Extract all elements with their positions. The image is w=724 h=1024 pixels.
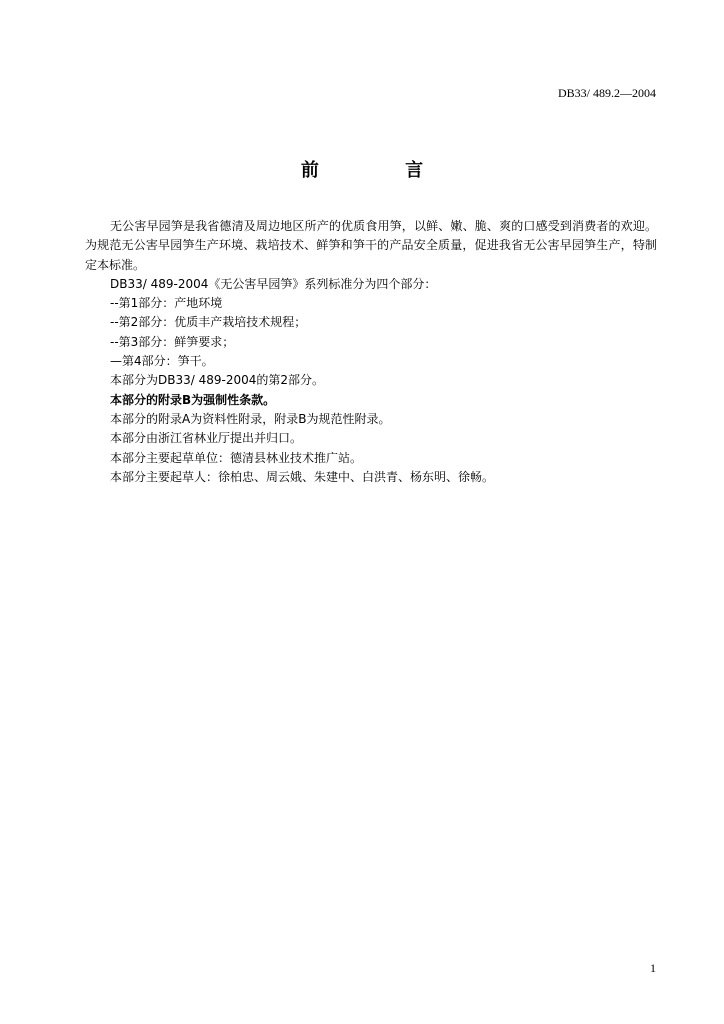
statement-part-number: 本部分为DB33/ 489-2004的第2部分。 [110,373,325,388]
page-number: 1 [650,961,656,975]
statement-appendix-types: 本部分的附录A为资料性附录，附录B为规范性附录。 [110,411,391,426]
standard-code: DB33/ 489.2—2004 [557,86,656,100]
part-item-1: --第1部分：产地环境 [110,296,223,311]
intro-paragraph: 无公害早园笋是我省德清及周边地区所产的优质食用笋，以鲜、嫩、脆、爽的口感受到消费者的欢迎。为规范无公害早园笋生产环境、栽培技术、鲜笋和笋干的产品安全质量，促进我省无公害早园笋生产，特制定本标准。 [85,219,657,272]
part-item-2: --第2部分：优质丰产栽培技术规程； [110,315,307,330]
statement-drafters: 本部分主要起草人：徐柏忠、周云娥、朱建中、白洪青、杨东明、徐畅。 [110,469,495,484]
part-item-3: --第3部分：鲜笋要求； [110,334,235,349]
statement-proposer: 本部分由浙江省林业厅提出并归口。 [110,431,303,446]
series-line: DB33/ 489-2004《无公害早园笋》系列标准分为四个部分： [110,276,437,291]
page-title: 前 言 [300,160,464,181]
statement-drafting-unit: 本部分主要起草单位：德清县林业技术推广站。 [110,450,363,465]
part-item-4: —第4部分：笋干。 [110,354,214,369]
statement-mandatory-clause: 本部分的附录B为强制性条款。 [110,392,276,407]
foreword-body [85,217,657,487]
